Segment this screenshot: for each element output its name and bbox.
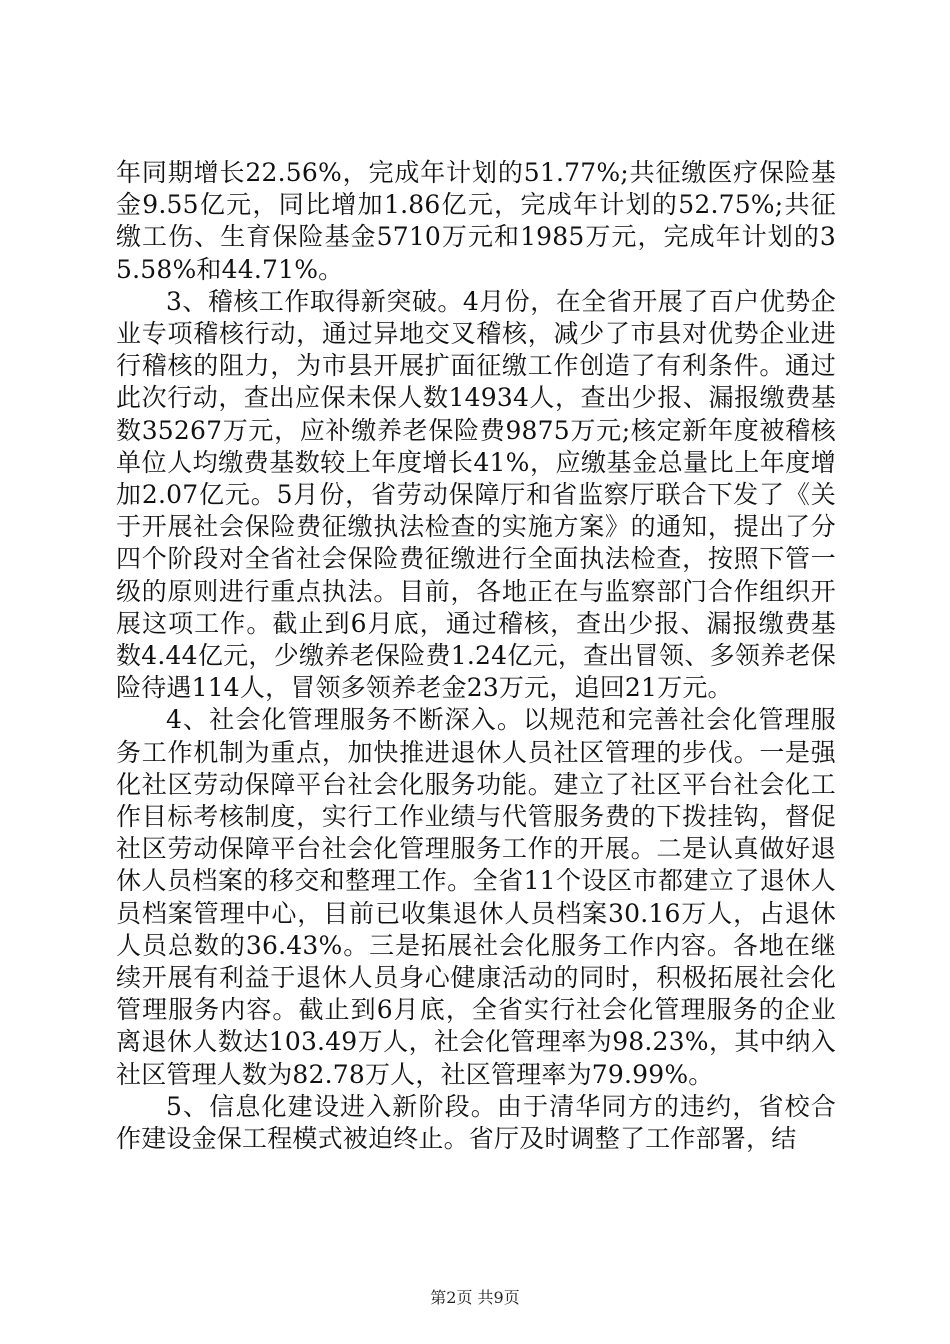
- page-number-footer: 第2页 共9页: [430, 1288, 520, 1307]
- paragraph-social-management: 4、社会化管理服务不断深入。以规范和完善社会化管理服务工作机制为重点，加快推进退休人员社区管理的步伐。一是强化社区劳动保障平台社会化服务功能。建立了社区平台社会化工作目标考核制度，实行工作业绩与代管服务费的下拨挂钩，督促社区劳动保障平台社会化管理服务工作的开展。二是认真做好退休人员档案的移交和整理工作。全省11个设区市都建立了退休人员档案管理中心，目前已收集退休人员档案30.16万人，占退休人员总数的36.43%。三是拓展社会化服务工作内容。各地在继续开展有利益于退休人员身心健康活动的同时，积极拓展社会化管理服务内容。截止到6月底，全省实行社会化管理服务的企业离退休人数达103.49万人，社会化管理率为98.23%，其中纳入社区管理人数为82.78万人，社区管理率为79.99%。: [116, 705, 836, 1089]
- paragraph-continuation: 年同期增长22.56%，完成年计划的51.77%;共征缴医疗保险基金9.55亿元，同比增加1.86亿元，完成年计划的52.75%;共征缴工伤、生育保险基金5710万元和1985万元，完成年计划的35.58%和44.71%。: [116, 158, 836, 284]
- paragraph-informatization: 5、信息化建设进入新阶段。由于清华同方的违约，省校合作建设金保工程模式被迫终止。省厅及时调整了工作部署，结: [116, 1091, 836, 1154]
- document-body: [116, 157, 836, 1155]
- paragraph-audit-work: 3、稽核工作取得新突破。4月份，在全省开展了百户优势企业专项稽核行动，通过异地交叉稽核，减少了市县对优势企业进行稽核的阻力，为市县开展扩面征缴工作创造了有利条件。通过此次行动，查出应保未保人数14934人，查出少报、漏报缴费基数35267万元，应补缴养老保险费9875万元;核定新年度被稽核单位人均缴费基数较上年度增长41%，应缴基金总量比上年度增加2.07亿元。5月份，省劳动保障厅和省监察厅联合下发了《关于开展社会保险费征缴执法检查的实施方案》的通知，提出了分四个阶段对全省社会保险费征缴进行全面执法检查，按照下管一级的原则进行重点执法。目前，各地正在与监察部门合作组织开展这项工作。截止到6月底，通过稽核，查出少报、漏报缴费基数4.44亿元，少缴养老保险费1.24亿元，查出冒领、多领养老保险待遇114人，冒领多领养老金23万元，追回21万元。: [116, 286, 836, 703]
